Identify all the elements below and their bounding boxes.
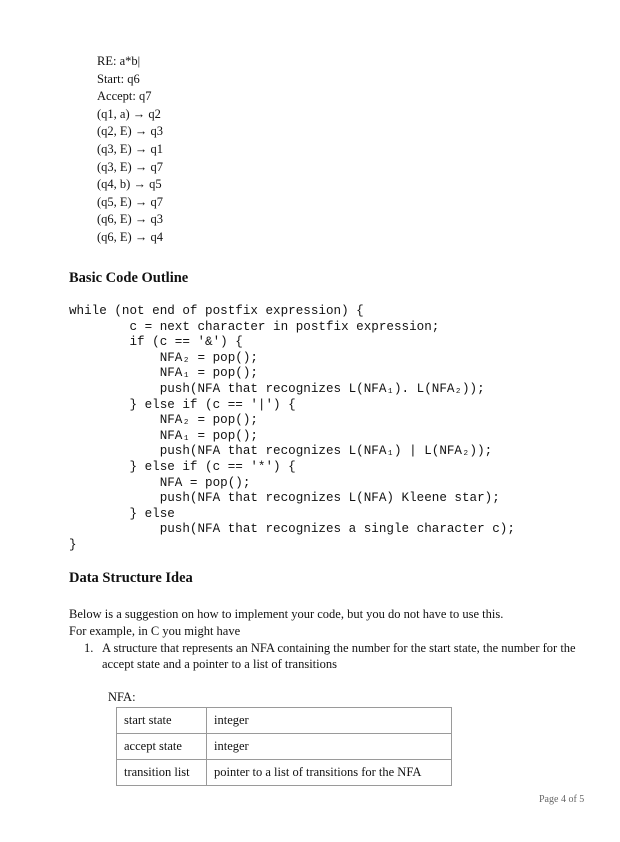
field-type-cell: pointer to a list of transitions for the NFA <box>207 760 452 786</box>
nfa-struct-label: NFA: <box>108 690 136 704</box>
code-line: c = next character in postfix expression; <box>69 319 440 334</box>
paragraph-suggestion: Below is a suggestion on how to implement your code, but you do not have to use this. <box>69 607 504 621</box>
section-heading-data-structure: Data Structure Idea <box>69 570 193 586</box>
paragraph-example: For example, in C you might have <box>69 624 241 638</box>
transition-line: (q1, a) → q2 <box>97 106 161 121</box>
table-row <box>117 734 452 760</box>
code-line: push(NFA that recognizes L(NFA₁) | L(NFA₂)); <box>69 444 493 459</box>
field-type-cell: integer <box>207 708 452 734</box>
field-type-cell: integer <box>207 734 452 760</box>
list-item <box>84 640 604 672</box>
code-line: push(NFA that recognizes a single character c); <box>69 522 515 537</box>
transition-line: (q5, E) → q7 <box>97 194 163 209</box>
code-line: NFA₁ = pop(); <box>69 428 258 443</box>
regex-line: RE: a*b| <box>97 54 141 68</box>
table-row <box>117 708 452 734</box>
code-line: if (c == '&') { <box>69 335 243 350</box>
field-name-cell: accept state <box>117 734 207 760</box>
code-line: } <box>69 537 77 552</box>
accept-state-line: Accept: q7 <box>97 89 152 104</box>
code-line: while (not end of postfix expression) { <box>69 304 364 318</box>
transition-line: (q6, E) → q3 <box>97 212 163 227</box>
numbered-list <box>84 640 604 672</box>
transition-line: (q6, E) → q4 <box>97 229 163 244</box>
section-heading-code-outline: Basic Code Outline <box>69 270 189 286</box>
transition-line: (q2, E) → q3 <box>97 124 163 139</box>
code-line: NFA₂ = pop(); <box>69 350 258 365</box>
code-line: NFA₂ = pop(); <box>69 413 258 428</box>
transition-line: (q4, b) → q5 <box>97 177 162 192</box>
transition-line: (q3, E) → q7 <box>97 159 163 174</box>
code-outline-block <box>69 304 515 554</box>
code-line: NFA = pop(); <box>69 475 251 490</box>
list-item-number: 1. <box>84 641 94 655</box>
page-number: Page 4 of 5 <box>539 794 585 805</box>
code-line: NFA₁ = pop(); <box>69 366 258 381</box>
table-row <box>117 760 452 786</box>
code-line: } else <box>69 506 175 521</box>
code-line: } else if (c == '*') { <box>69 459 296 474</box>
field-name-cell: start state <box>117 708 207 734</box>
list-item-text: A structure that represents an NFA containing the number for the start state, the number for the accept state and a pointer to a list of transitions <box>102 641 576 671</box>
automaton-listing <box>97 53 163 247</box>
code-line: push(NFA that recognizes L(NFA₁). L(NFA₂)); <box>69 381 485 396</box>
start-state-line: Start: q6 <box>97 71 140 86</box>
code-line: } else if (c == '|') { <box>69 397 296 412</box>
field-name-cell: transition list <box>117 760 207 786</box>
nfa-struct-table <box>116 707 452 786</box>
transition-line: (q3, E) → q1 <box>97 141 163 156</box>
code-line: push(NFA that recognizes L(NFA) Kleene star); <box>69 491 500 506</box>
